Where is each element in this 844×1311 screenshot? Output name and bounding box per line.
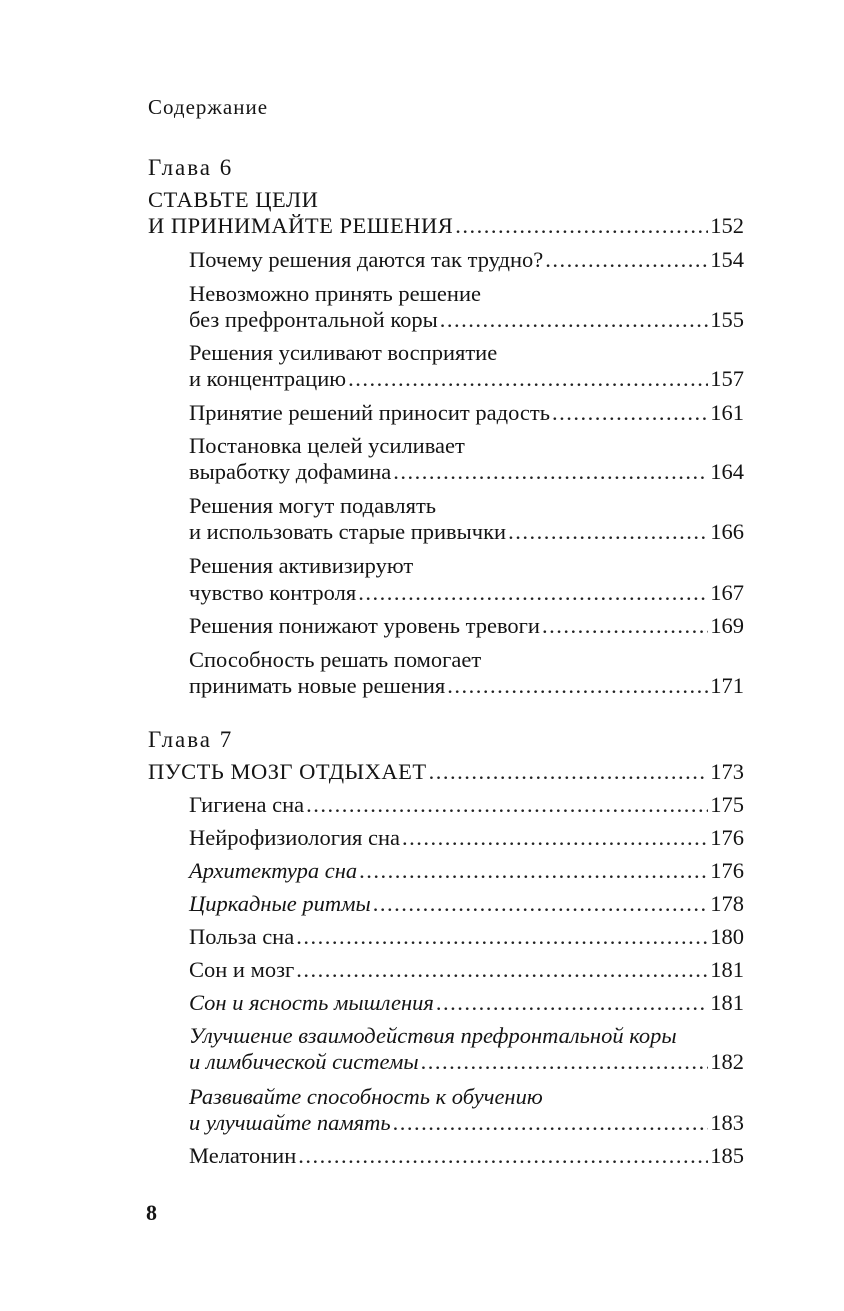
toc-entry xyxy=(189,246,744,274)
dot-leader xyxy=(393,1109,709,1137)
toc-entry xyxy=(189,672,744,700)
dot-leader xyxy=(421,1048,709,1076)
toc-entry-line1 xyxy=(189,646,744,674)
toc-entry xyxy=(189,1142,744,1170)
page-number: 175 xyxy=(710,792,744,817)
entry-title: Решения активизируют xyxy=(189,553,414,578)
dot-leader xyxy=(298,1142,708,1170)
dot-leader xyxy=(508,518,708,546)
dot-leader xyxy=(373,890,709,918)
page-number: 161 xyxy=(710,400,744,425)
page-number: 157 xyxy=(710,366,744,391)
toc-entry-line1 xyxy=(189,492,744,520)
dot-leader xyxy=(296,956,708,984)
entry-title: Нейрофизиология сна xyxy=(189,825,401,850)
page-number: 178 xyxy=(710,891,744,916)
entry-title: Способность решать помогает xyxy=(189,647,482,672)
entry-title: Принятие решений приносит радость xyxy=(189,400,550,425)
entry-title: выработку дофамина xyxy=(189,459,392,484)
running-head: Содержание xyxy=(148,95,269,119)
entry-title: Развивайте способность к обучению xyxy=(189,1084,543,1109)
entry-title: Решения понижают уровень тревоги xyxy=(189,613,540,638)
entry-title: Невозможно принять решение xyxy=(189,281,481,306)
toc-entry xyxy=(189,824,744,852)
toc-entry xyxy=(189,956,744,984)
toc-entry xyxy=(189,399,744,427)
chapter-6-title-entry xyxy=(148,212,744,240)
entry-title: и улучшайте память xyxy=(189,1110,391,1135)
toc-entry-line1 xyxy=(189,1083,744,1111)
chapter-title-text: СТАВЬТЕ ЦЕЛИ xyxy=(148,187,319,212)
entry-title: Гигиена сна xyxy=(189,792,305,817)
dot-leader xyxy=(440,306,709,334)
toc-entry xyxy=(189,306,744,334)
chapter-title-text: ПУСТЬ МОЗГ ОТДЫХАЕТ xyxy=(148,759,427,784)
page-number: 176 xyxy=(710,858,744,883)
chapter-title-text: И ПРИНИМАЙТЕ РЕШЕНИЯ xyxy=(148,213,454,238)
toc-entry-line1 xyxy=(189,339,744,367)
toc-entry-line1 xyxy=(189,552,744,580)
entry-title: Мелатонин xyxy=(189,1143,297,1168)
page-number: 185 xyxy=(710,1143,744,1168)
chapter-7-title-entry xyxy=(148,758,744,786)
page-number: 169 xyxy=(710,613,744,638)
toc-entry xyxy=(189,579,744,607)
entry-title: и концентрацию xyxy=(189,366,347,391)
entry-title: чувство контроля xyxy=(189,580,357,605)
page-number: 152 xyxy=(710,213,744,238)
dot-leader xyxy=(393,458,708,486)
entry-title: Циркадные ритмы xyxy=(189,891,371,916)
dot-leader xyxy=(402,824,708,852)
entry-title: Сон и ясность мышления xyxy=(189,990,434,1015)
entry-title: Архитектура сна xyxy=(189,858,358,883)
page-number: 167 xyxy=(710,580,744,605)
entry-title: Решения усиливают восприятие xyxy=(189,340,498,365)
toc-entry xyxy=(189,518,744,546)
dot-leader xyxy=(296,923,708,951)
chapter-6-label: Глава 6 xyxy=(148,155,234,180)
entry-title: и лимбической системы xyxy=(189,1049,419,1074)
dot-leader xyxy=(436,989,708,1017)
entry-title: Почему решения даются так трудно? xyxy=(189,247,544,272)
dot-leader xyxy=(358,579,708,607)
entry-title: Польза сна xyxy=(189,924,295,949)
page-number: 173 xyxy=(710,759,744,784)
page-folio: 8 xyxy=(146,1200,157,1225)
page-number: 176 xyxy=(710,825,744,850)
chapter-6-title-line1 xyxy=(148,186,744,214)
toc-entry xyxy=(189,890,744,918)
toc-entry-line1 xyxy=(189,280,744,308)
entry-title: Сон и мозг xyxy=(189,957,295,982)
page-number: 180 xyxy=(710,924,744,949)
toc-entry xyxy=(189,923,744,951)
dot-leader xyxy=(447,672,708,700)
toc-entry-line1 xyxy=(189,1022,744,1050)
entry-title: без префронтальной коры xyxy=(189,307,438,332)
entry-title: принимать новые решения xyxy=(189,673,446,698)
toc-entry xyxy=(189,612,744,640)
dot-leader xyxy=(455,212,708,240)
dot-leader xyxy=(429,758,709,786)
page-number: 166 xyxy=(710,519,744,544)
toc-entry xyxy=(189,1048,744,1076)
dot-leader xyxy=(542,612,708,640)
entry-title: Улучшение взаимодействия префронтальной коры xyxy=(189,1023,677,1048)
toc-entry xyxy=(189,989,744,1017)
chapter-7-label: Глава 7 xyxy=(148,727,234,752)
toc-entry xyxy=(189,458,744,486)
toc-entry xyxy=(189,365,744,393)
toc-entry-line1 xyxy=(189,432,744,460)
dot-leader xyxy=(348,365,708,393)
page-number: 181 xyxy=(710,957,744,982)
dot-leader xyxy=(545,246,708,274)
dot-leader xyxy=(552,399,708,427)
page-number: 155 xyxy=(710,307,744,332)
dot-leader xyxy=(359,857,708,885)
page-number: 164 xyxy=(710,459,744,484)
toc-entry xyxy=(189,857,744,885)
dot-leader xyxy=(306,791,708,819)
toc-entry xyxy=(189,1109,744,1137)
entry-title: Решения могут подавлять xyxy=(189,493,437,518)
toc-entry xyxy=(189,791,744,819)
page-number: 171 xyxy=(710,673,744,698)
page-number: 154 xyxy=(710,247,744,272)
page-number: 182 xyxy=(710,1049,744,1074)
page-number: 181 xyxy=(710,990,744,1015)
entry-title: Постановка целей усиливает xyxy=(189,433,465,458)
entry-title: и использовать старые привычки xyxy=(189,519,507,544)
page-number: 183 xyxy=(710,1110,744,1135)
